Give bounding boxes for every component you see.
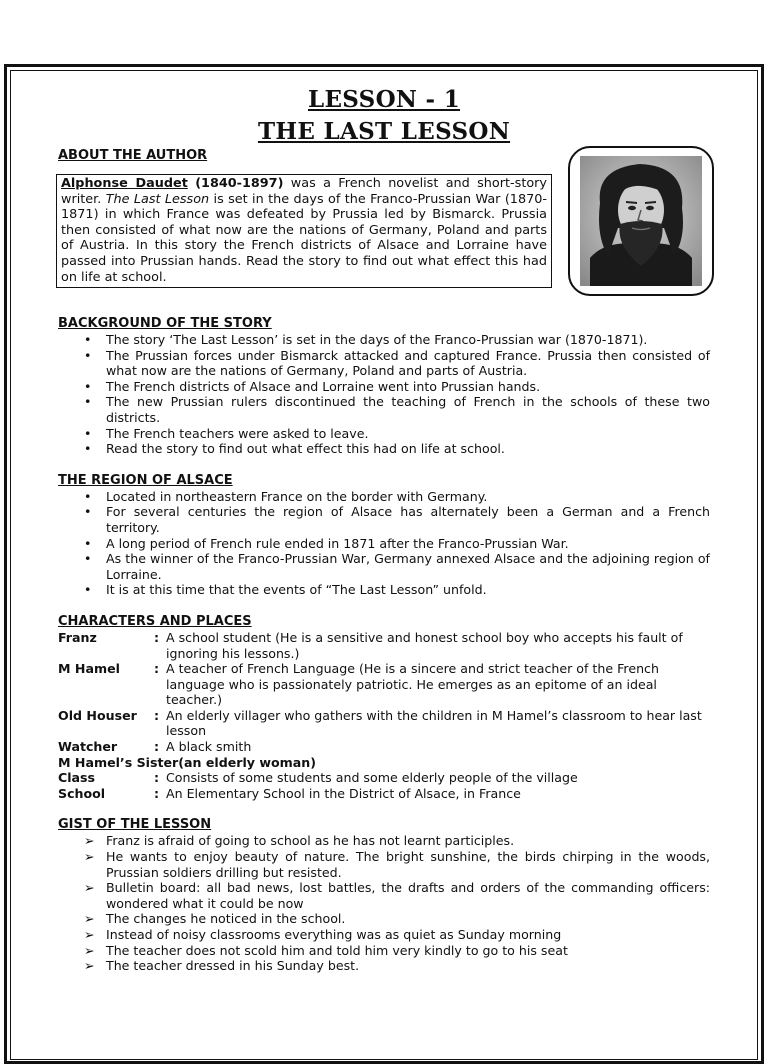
list-item-text: Bulletin board: all bad news, lost battles, the drafts and orders of the commanding officers: wondered what it could be now (106, 880, 710, 911)
list-item-text: Located in northeastern France on the border with Germany. (106, 488, 488, 504)
character-desc: A school student (He is a sensitive and honest school boy who accepts his fault of ignoring his lessons.) (166, 629, 683, 661)
author-bio-box (56, 174, 552, 288)
list-item (84, 958, 710, 974)
list-item (84, 441, 710, 457)
arrow-bullet-icon: ➢ (84, 911, 95, 927)
list-item (84, 394, 710, 425)
list-item-text: The story ‘The Last Lesson’ is set in the days of the Franco-Prussian war (1870-1871). (106, 332, 648, 347)
list-item-text: The teacher does not scold him and told him very kindly to go to his seat (106, 942, 568, 958)
list-item-text: Read the story to find out what effect this had on life at school. (106, 441, 505, 457)
list-item (84, 488, 710, 505)
list-item-text: He wants to enjoy beauty of nature. The bright sunshine, the birds chirping in the woods, Prussian soldiers drilling but resisted. (106, 849, 710, 880)
character-name: M Hamel (58, 661, 120, 677)
colon: : (154, 629, 160, 645)
about-author-section (58, 166, 710, 306)
book-title: The Last Lesson (105, 191, 210, 207)
list-item-text: The new Prussian rulers discontinued the teaching of French in the schools of these two districts. (106, 394, 710, 425)
list-item (84, 880, 710, 911)
list-item-text: For several centuries the region of Alsace has alternately been a German and a French territory. (106, 504, 710, 535)
bullet-icon: • (84, 535, 92, 551)
author-years: (1840-1897) (195, 176, 284, 191)
bullet-icon: • (84, 551, 92, 567)
list-item (84, 425, 710, 442)
character-desc: A black smith (166, 739, 252, 755)
list-item (84, 927, 710, 943)
bullet-icon: • (84, 504, 92, 520)
character-name: Franz (58, 629, 97, 645)
character-row (58, 661, 710, 708)
list-item-text: Instead of noisy classrooms everything was as quiet as Sunday morning (106, 927, 562, 942)
gist-heading: GIST OF THE LESSON (58, 817, 212, 833)
list-item-text: The changes he noticed in the school. (106, 911, 346, 927)
character-row (58, 708, 710, 739)
bullet-icon: • (84, 378, 92, 394)
list-item (84, 911, 710, 927)
colon: : (154, 707, 160, 723)
arrow-bullet-icon: ➢ (84, 880, 95, 896)
author-portrait (568, 146, 714, 296)
arrow-bullet-icon: ➢ (84, 958, 95, 974)
character-row (58, 770, 710, 786)
document-body (58, 84, 710, 974)
list-item-text: The French teachers were asked to leave. (106, 425, 369, 441)
character-name: Class (58, 770, 96, 786)
list-item (84, 582, 710, 598)
colon: : (154, 785, 160, 801)
bullet-icon: • (84, 582, 92, 598)
character-row (58, 630, 710, 661)
colon: : (154, 661, 160, 677)
list-item (84, 551, 710, 582)
character-row (58, 786, 710, 802)
character-desc: An Elementary School in the District of Alsace, in France (166, 785, 521, 801)
characters-heading: CHARACTERS AND PLACES (58, 613, 252, 629)
author-bio-text-2: is set in the days of the Franco-Prussian War (1870-1871) in which France was defeated by Prussia led by Bismarck. Prussia then consisted of what now are the nations of Germany, Poland and parts of Austria. In this story the French districts of Alsace and Lorraine have passed into Prussian hands. Read the story to find out what effect this had on life at school. (61, 191, 547, 285)
region-list (58, 489, 710, 598)
list-item-text: The teacher dressed in his Sunday best. (106, 958, 360, 974)
bullet-icon: • (84, 347, 92, 363)
colon: : (154, 770, 160, 786)
character-name: Old Houser (58, 707, 137, 723)
about-author-heading: ABOUT THE AUTHOR (58, 148, 208, 163)
list-item (84, 378, 710, 395)
list-item (84, 332, 710, 348)
bullet-icon: • (84, 394, 92, 410)
arrow-bullet-icon: ➢ (84, 849, 95, 865)
list-item-text: A long period of French rule ended in 1871 after the Franco-Prussian War. (106, 535, 569, 551)
list-item-text: Franz is afraid of going to school as he has not learnt participles. (106, 833, 515, 849)
list-item (84, 849, 710, 880)
list-item-text: The Prussian forces under Bismarck attacked and captured France. Prussia then consisted of what now are the nations of Germany, Poland and parts of Austria. (106, 347, 710, 379)
arrow-bullet-icon: ➢ (84, 927, 95, 942)
list-item-text: As the winner of the Franco-Prussian War, Germany annexed Alsace and the adjoining region of Lorraine. (106, 551, 710, 582)
arrow-bullet-icon: ➢ (84, 833, 95, 849)
list-item-text: It is at this time that the events of “The Last Lesson” unfold. (106, 582, 487, 598)
author-bio-text-1: was a French novelist and short-story writer. (61, 176, 547, 207)
author-name: Alphonse Daudet (61, 176, 188, 191)
character-sister: M Hamel’s Sister(an elderly woman) (58, 754, 317, 770)
list-item-text: The French districts of Alsace and Lorraine went into Prussian hands. (106, 378, 541, 394)
bullet-icon: • (84, 425, 92, 441)
colon: : (154, 739, 160, 755)
character-desc: An elderly villager who gathers with the children in M Hamel’s classroom to hear last lesson (166, 707, 702, 739)
bullet-icon: • (84, 488, 92, 504)
lesson-number-title: LESSON - 1 (307, 86, 461, 113)
character-row (58, 739, 710, 755)
list-item (84, 942, 710, 959)
character-name: Watcher (58, 739, 118, 755)
bullet-icon: • (84, 441, 92, 457)
list-item (84, 535, 710, 552)
list-item (84, 833, 710, 849)
character-desc: Consists of some students and some elderly people of the village (166, 770, 578, 786)
characters-list (58, 630, 710, 802)
background-heading: BACKGROUND OF THE STORY (58, 316, 272, 331)
list-item (84, 347, 710, 379)
list-item (84, 504, 710, 535)
background-list (58, 332, 710, 457)
bullet-icon: • (84, 332, 92, 347)
gist-list (58, 833, 710, 973)
region-heading: THE REGION OF ALSACE (58, 472, 233, 488)
arrow-bullet-icon: ➢ (84, 942, 95, 958)
character-name: School (58, 785, 106, 801)
lesson-name-title: THE LAST LESSON (257, 118, 511, 145)
character-desc: A teacher of French Language (He is a sincere and strict teacher of the French language who is passionately patriotic. He emerges as an epitome of an ideal teacher.) (166, 661, 659, 708)
